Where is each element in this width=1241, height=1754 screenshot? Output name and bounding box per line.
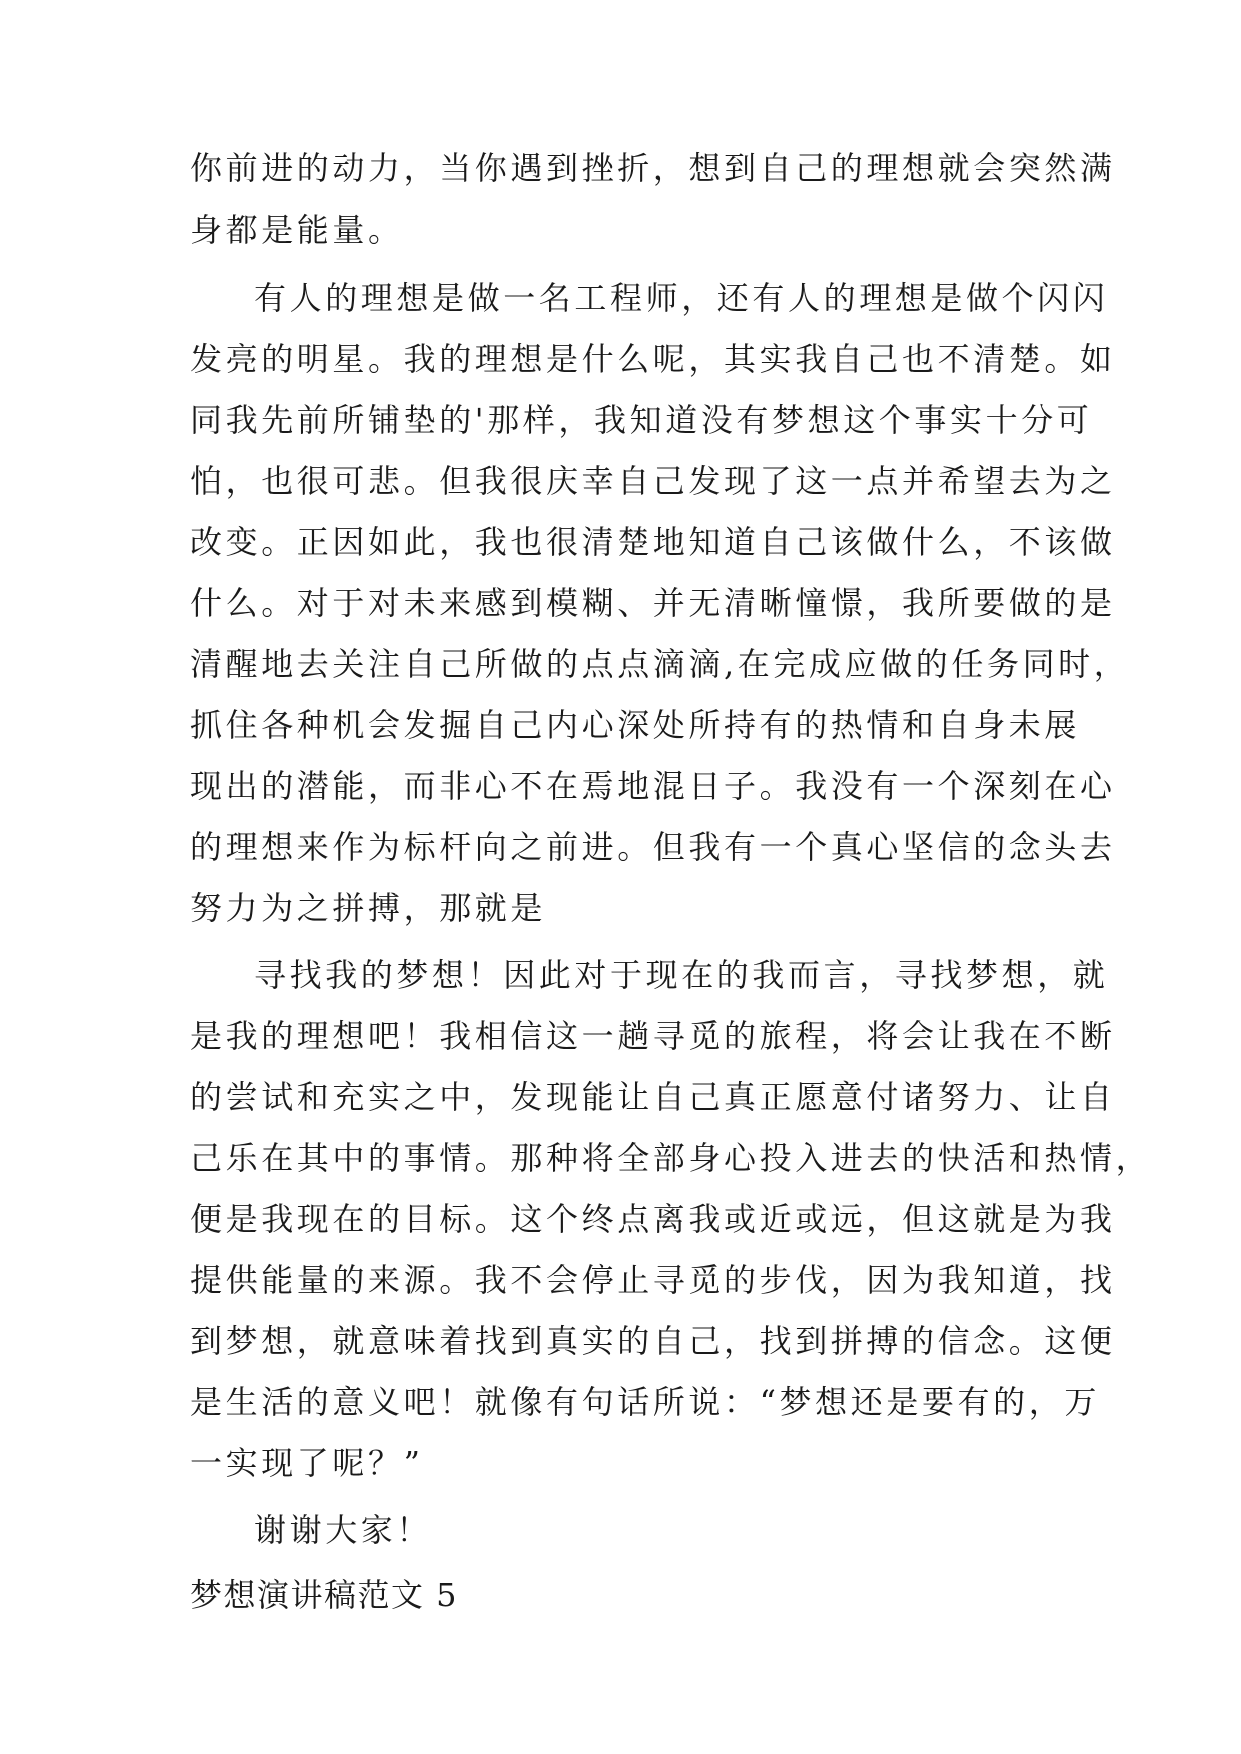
paragraph-line: 改变。正因如此，我也很清楚地知道自己该做什么，不该做: [190, 523, 1116, 561]
paragraph-line: 的尝试和充实之中，发现能让自己真正愿意付诸努力、让自: [190, 1078, 1116, 1116]
paragraph-line: 怕，也很可悲。但我很庆幸自己发现了这一点并希望去为之: [190, 462, 1116, 500]
closing-line: 谢谢大家！: [254, 1511, 433, 1549]
paragraph-line: 有人的理想是做一名工程师，还有人的理想是做个闪闪: [254, 279, 1109, 317]
paragraph-line: 的理想来作为标杆向之前进。但我有一个真心坚信的念头去: [190, 828, 1116, 866]
paragraph-line: 寻找我的梦想！因此对于现在的我而言，寻找梦想，就: [254, 956, 1109, 994]
paragraph-line: 到梦想，就意味着找到真实的自己，找到拼搏的信念。这便: [190, 1322, 1116, 1360]
paragraph-line: 一实现了呢？”: [190, 1444, 424, 1482]
paragraph-line: 抓住各种机会发掘自己内心深处所持有的热情和自身未展: [190, 706, 1081, 744]
paragraph-line: 你前进的动力，当你遇到挫折，想到自己的理想就会突然满: [190, 149, 1116, 187]
paragraph-line: 发亮的明星。我的理想是什么呢，其实我自己也不清楚。如: [190, 340, 1116, 378]
paragraph-line: 便是我现在的目标。这个终点离我或近或远，但这就是为我: [190, 1200, 1116, 1238]
paragraph-line: 是我的理想吧！我相信这一趟寻觅的旅程，将会让我在不断: [190, 1017, 1116, 1055]
paragraph-line: 什么。对于对未来感到模糊、并无清晰憧憬，我所要做的是: [190, 584, 1116, 622]
paragraph-line: 己乐在其中的事情。那种将全部身心投入进去的快活和热情，: [190, 1139, 1152, 1177]
paragraph-line: 努力为之拼搏，那就是: [190, 889, 547, 927]
paragraph-line: 同我先前所铺垫的'那样，我知道没有梦想这个事实十分可: [190, 401, 1093, 439]
paragraph-line: 现出的潜能，而非心不在焉地混日子。我没有一个深刻在心: [190, 767, 1116, 805]
paragraph-line: 是生活的意义吧！就像有句话所说：“梦想还是要有的，万: [190, 1383, 1100, 1421]
paragraph-line: 清醒地去关注自己所做的点点滴滴,在完成应做的任务同时，: [190, 645, 1130, 683]
paragraph-line: 提供能量的来源。我不会停止寻觅的步伐，因为我知道，找: [190, 1261, 1116, 1299]
section-heading: 梦想演讲稿范文 5: [190, 1576, 459, 1614]
paragraph-line: 身都是能量。: [190, 211, 404, 249]
